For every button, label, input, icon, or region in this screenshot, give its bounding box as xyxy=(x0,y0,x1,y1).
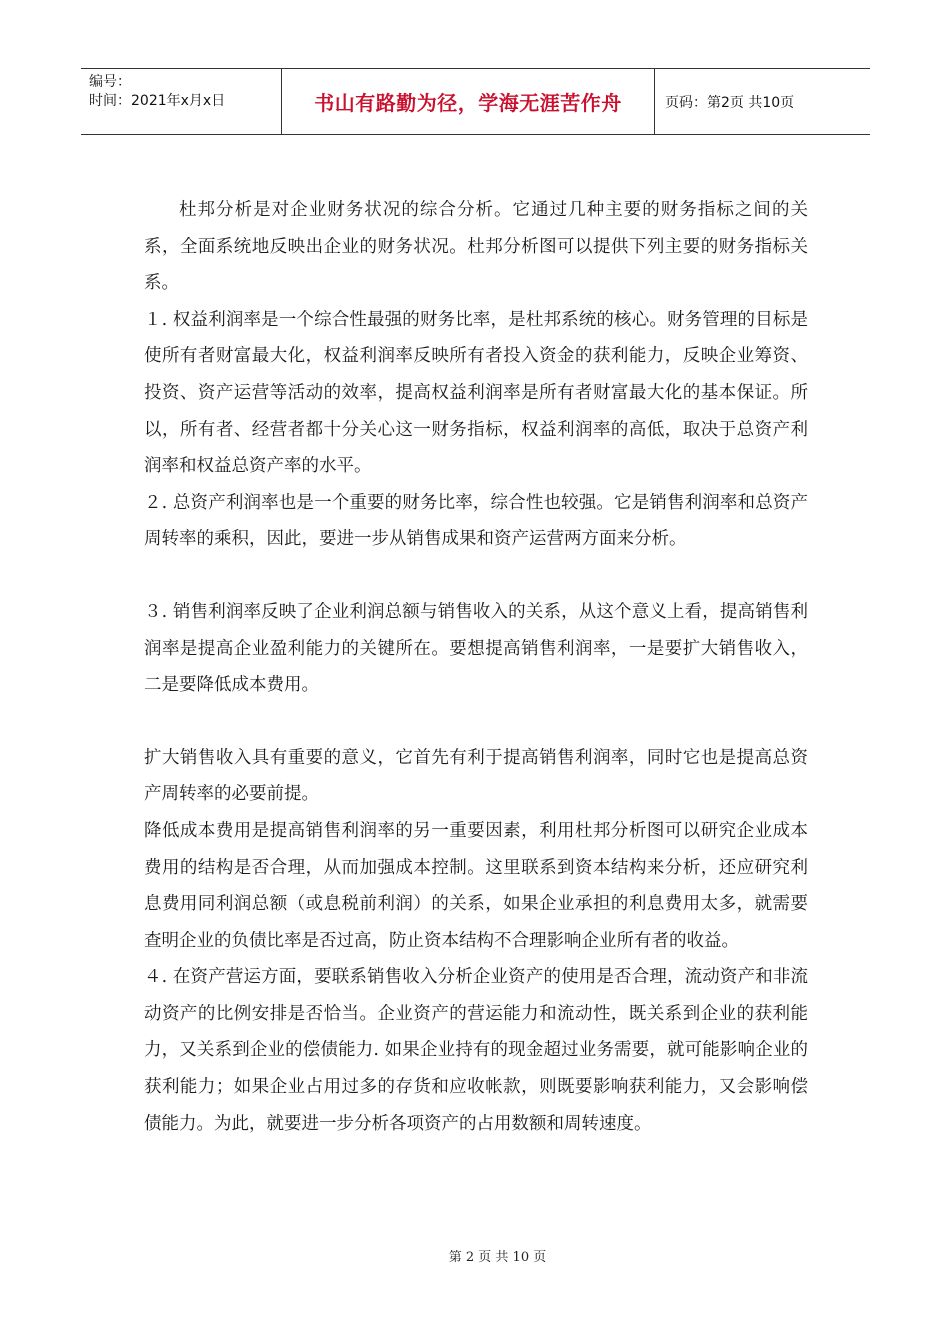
paragraph-intro: 杜邦分析是对企业财务状况的综合分析。它通过几种主要的财务指标之间的关系，全面系统地反映出企业的财务状况。杜邦分析图可以提供下列主要的财务指标关系。 xyxy=(144,200,808,294)
page-footer: 第 2 页 共 10 页 xyxy=(448,1250,547,1265)
header-meta xyxy=(81,69,282,134)
paragraph-point-4: ４. 在资产营运方面，要联系销售收入分析企业资产的使用是否合理，流动资产和非流动资产的比例安排是否恰当。企业资产的营运能力和流动性，既关系到企业的获利能力，又关系到企业的偿债能力. 如果企业持有的现金超过业务需要，就可能影响企业的获利能力；如果企业占用过多的存货和应收帐款，则既要影响获利能力，又会影响偿债能力。为此，就要进一步分析各项资产的占用数额和周转速度。 xyxy=(144,967,808,1134)
document-date: 时间：2021年x月x日 xyxy=(89,93,226,109)
paragraph-spacer xyxy=(144,558,808,594)
paragraph-cost-reduction: 降低成本费用是提高销售利润率的另一重要因素，利用杜邦分析图可以研究企业成本费用的结构是否合理，从而加强成本控制。这里联系到资本结构来分析，还应研究利息费用同利润总额（或息税前利润）的关系，如果企业承担的利息费用太多，就需要查明企业的负债比率是否过高，防止资本结构不合理影响企业所有者的收益。 xyxy=(144,820,808,951)
document-body xyxy=(144,192,808,1142)
paragraph-sales-revenue: 扩大销售收入具有重要的意义，它首先有利于提高销售利润率，同时它也是提高总资产周转率的必要前提。 xyxy=(144,747,808,805)
header-page-info: 页码：第2页 共10页 xyxy=(665,94,795,111)
paragraph-point-2: ２. 总资产利润率也是一个重要的财务比率，综合性也较强。它是销售利润率和总资产周转率的乘积，因此，要进一步从销售成果和资产运营两方面来分析。 xyxy=(144,492,808,550)
header-motto: 书山有路勤为径，学海无涯苦作舟 xyxy=(282,69,655,134)
document-number-label: 编号： xyxy=(89,74,131,90)
document-header xyxy=(81,68,870,135)
paragraph-spacer xyxy=(144,704,808,740)
paragraph-point-3: ３. 销售利润率反映了企业利润总额与销售收入的关系，从这个意义上看，提高销售利润率是提高企业盈利能力的关键所在。要想提高销售利润率，一是要扩大销售收入，二是要降低成本费用。 xyxy=(144,601,808,696)
paragraph-point-1: １. 权益利润率是一个综合性最强的财务比率，是杜邦系统的核心。财务管理的目标是使所有者财富最大化，权益利润率反映所有者投入资金的获利能力，反映企业筹资、投资、资产运营等活动的效率，提高权益利润率是所有者财富最大化的基本保证。所以，所有者、经营者都十分关心这一财务指标，权益利润率的高低，取决于总资产利润率和权益总资产率的水平。 xyxy=(144,309,808,477)
